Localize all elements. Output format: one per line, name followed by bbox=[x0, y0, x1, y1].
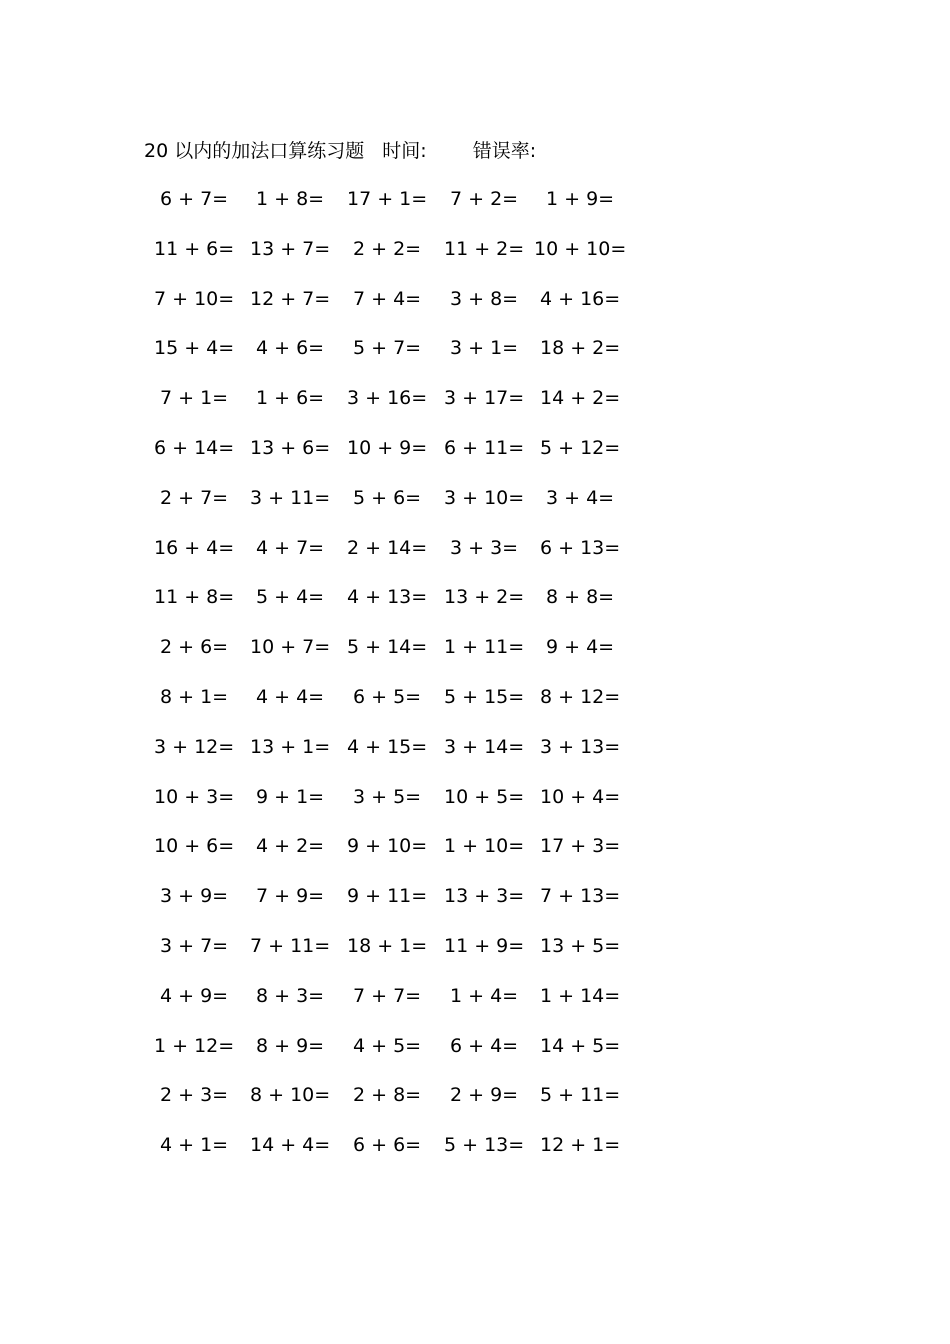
problem-item: 5 + 14= bbox=[347, 636, 428, 659]
problem-item: 2 + 14= bbox=[347, 536, 428, 559]
problem-item: 11 + 6= bbox=[154, 237, 235, 260]
problem-item: 14 + 2= bbox=[540, 387, 621, 410]
problem-item: 18 + 2= bbox=[540, 337, 621, 360]
problem-item: 4 + 2= bbox=[256, 835, 325, 858]
problem-item: 6 + 6= bbox=[353, 1134, 422, 1157]
problem-item: 1 + 6= bbox=[256, 387, 325, 410]
problem-item: 8 + 8= bbox=[546, 586, 615, 609]
problem-item: 7 + 11= bbox=[250, 934, 331, 957]
problem-item: 18 + 1= bbox=[347, 934, 428, 957]
problem-item: 3 + 13= bbox=[540, 735, 621, 758]
problem-item: 8 + 3= bbox=[256, 984, 325, 1007]
problem-item: 13 + 1= bbox=[250, 735, 331, 758]
problem-row bbox=[146, 333, 646, 383]
problem-item: 1 + 9= bbox=[546, 188, 615, 210]
problem-item: 6 + 7= bbox=[160, 188, 229, 210]
problem-item: 8 + 10= bbox=[250, 1084, 331, 1107]
problem-item: 4 + 16= bbox=[540, 287, 621, 310]
problem-item: 1 + 12= bbox=[154, 1034, 235, 1057]
time-label: 时间: bbox=[382, 140, 427, 162]
problem-item: 2 + 3= bbox=[160, 1084, 229, 1107]
problem-item: 7 + 13= bbox=[540, 885, 621, 908]
problem-row bbox=[146, 433, 646, 483]
problem-item: 3 + 10= bbox=[444, 486, 525, 509]
problem-row bbox=[146, 1031, 646, 1081]
problem-item: 1 + 8= bbox=[256, 188, 325, 210]
problem-item: 6 + 4= bbox=[450, 1034, 519, 1057]
problem-item: 1 + 10= bbox=[444, 835, 525, 858]
problem-item: 4 + 15= bbox=[347, 735, 428, 758]
problem-row bbox=[146, 1080, 646, 1130]
problem-item: 13 + 7= bbox=[250, 237, 331, 260]
problem-item: 7 + 10= bbox=[154, 287, 235, 310]
problem-item: 1 + 4= bbox=[450, 984, 519, 1007]
problem-item: 10 + 4= bbox=[540, 785, 621, 808]
problem-row bbox=[146, 582, 646, 632]
problem-item: 5 + 6= bbox=[353, 486, 422, 509]
problem-item: 14 + 4= bbox=[250, 1134, 331, 1157]
problem-row bbox=[146, 184, 646, 234]
worksheet-header bbox=[144, 137, 536, 165]
problem-item: 2 + 2= bbox=[353, 237, 422, 260]
problem-row bbox=[146, 1130, 646, 1180]
problem-item: 6 + 11= bbox=[444, 436, 525, 459]
problem-item: 4 + 6= bbox=[256, 337, 325, 360]
problem-row bbox=[146, 782, 646, 832]
problem-item: 8 + 12= bbox=[540, 685, 621, 708]
problem-row bbox=[146, 284, 646, 334]
problem-item: 7 + 7= bbox=[353, 984, 422, 1007]
problem-item: 3 + 9= bbox=[160, 885, 229, 908]
problem-item: 11 + 2= bbox=[444, 237, 525, 260]
problem-item: 13 + 5= bbox=[540, 934, 621, 957]
problem-row bbox=[146, 931, 646, 981]
problem-item: 3 + 5= bbox=[353, 785, 422, 808]
problem-item: 11 + 9= bbox=[444, 934, 525, 957]
problem-item: 12 + 1= bbox=[540, 1134, 621, 1157]
problem-item: 10 + 5= bbox=[444, 785, 525, 808]
problem-row bbox=[146, 682, 646, 732]
problem-item: 5 + 13= bbox=[444, 1134, 525, 1157]
problem-item: 1 + 14= bbox=[540, 984, 621, 1007]
problem-item: 15 + 4= bbox=[154, 337, 235, 360]
problem-item: 2 + 8= bbox=[353, 1084, 422, 1107]
problem-item: 16 + 4= bbox=[154, 536, 235, 559]
problem-item: 12 + 7= bbox=[250, 287, 331, 310]
problem-grid bbox=[146, 184, 646, 1180]
problem-item: 5 + 11= bbox=[540, 1084, 621, 1107]
problem-row bbox=[146, 881, 646, 931]
problem-item: 3 + 12= bbox=[154, 735, 235, 758]
problem-item: 10 + 9= bbox=[347, 436, 428, 459]
problem-item: 5 + 4= bbox=[256, 586, 325, 609]
problem-row bbox=[146, 831, 646, 881]
problem-item: 13 + 3= bbox=[444, 885, 525, 908]
problem-item: 10 + 7= bbox=[250, 636, 331, 659]
error-rate-label: 错误率: bbox=[472, 140, 537, 162]
problem-row bbox=[146, 483, 646, 533]
problem-item: 9 + 1= bbox=[256, 785, 325, 808]
problem-item: 7 + 4= bbox=[353, 287, 422, 310]
problem-row bbox=[146, 981, 646, 1031]
problem-item: 9 + 11= bbox=[347, 885, 428, 908]
problem-item: 14 + 5= bbox=[540, 1034, 621, 1057]
problem-item: 8 + 1= bbox=[160, 685, 229, 708]
problem-item: 10 + 10= bbox=[534, 237, 627, 260]
problem-item: 6 + 14= bbox=[154, 436, 235, 459]
problem-row bbox=[146, 234, 646, 284]
problem-item: 7 + 2= bbox=[450, 188, 519, 210]
problem-item: 3 + 3= bbox=[450, 536, 519, 559]
problem-item: 17 + 3= bbox=[540, 835, 621, 858]
problem-item: 7 + 1= bbox=[160, 387, 229, 410]
problem-item: 2 + 9= bbox=[450, 1084, 519, 1107]
problem-item: 4 + 5= bbox=[353, 1034, 422, 1057]
worksheet-title: 20 以内的加法口算练习题 bbox=[144, 140, 365, 162]
problem-item: 4 + 1= bbox=[160, 1134, 229, 1157]
problem-item: 3 + 16= bbox=[347, 387, 428, 410]
problem-item: 7 + 9= bbox=[256, 885, 325, 908]
problem-row bbox=[146, 732, 646, 782]
problem-item: 3 + 8= bbox=[450, 287, 519, 310]
problem-item: 17 + 1= bbox=[347, 188, 428, 210]
problem-item: 3 + 7= bbox=[160, 934, 229, 957]
problem-item: 11 + 8= bbox=[154, 586, 235, 609]
problem-item: 2 + 6= bbox=[160, 636, 229, 659]
problem-row bbox=[146, 533, 646, 583]
problem-item: 3 + 11= bbox=[250, 486, 331, 509]
problem-item: 1 + 11= bbox=[444, 636, 525, 659]
problem-item: 8 + 9= bbox=[256, 1034, 325, 1057]
problem-item: 6 + 5= bbox=[353, 685, 422, 708]
problem-item: 10 + 3= bbox=[154, 785, 235, 808]
problem-item: 3 + 1= bbox=[450, 337, 519, 360]
problem-row bbox=[146, 383, 646, 433]
problem-item: 4 + 7= bbox=[256, 536, 325, 559]
problem-item: 13 + 2= bbox=[444, 586, 525, 609]
problem-item: 9 + 10= bbox=[347, 835, 428, 858]
problem-item: 4 + 13= bbox=[347, 586, 428, 609]
problem-item: 5 + 12= bbox=[540, 436, 621, 459]
problem-item: 3 + 14= bbox=[444, 735, 525, 758]
problem-item: 9 + 4= bbox=[546, 636, 615, 659]
problem-item: 5 + 15= bbox=[444, 685, 525, 708]
problem-item: 6 + 13= bbox=[540, 536, 621, 559]
problem-item: 3 + 4= bbox=[546, 486, 615, 509]
problem-item: 4 + 4= bbox=[256, 685, 325, 708]
problem-item: 3 + 17= bbox=[444, 387, 525, 410]
problem-item: 10 + 6= bbox=[154, 835, 235, 858]
problem-item: 2 + 7= bbox=[160, 486, 229, 509]
problem-item: 5 + 7= bbox=[353, 337, 422, 360]
problem-item: 13 + 6= bbox=[250, 436, 331, 459]
problem-row bbox=[146, 632, 646, 682]
problem-item: 4 + 9= bbox=[160, 984, 229, 1007]
